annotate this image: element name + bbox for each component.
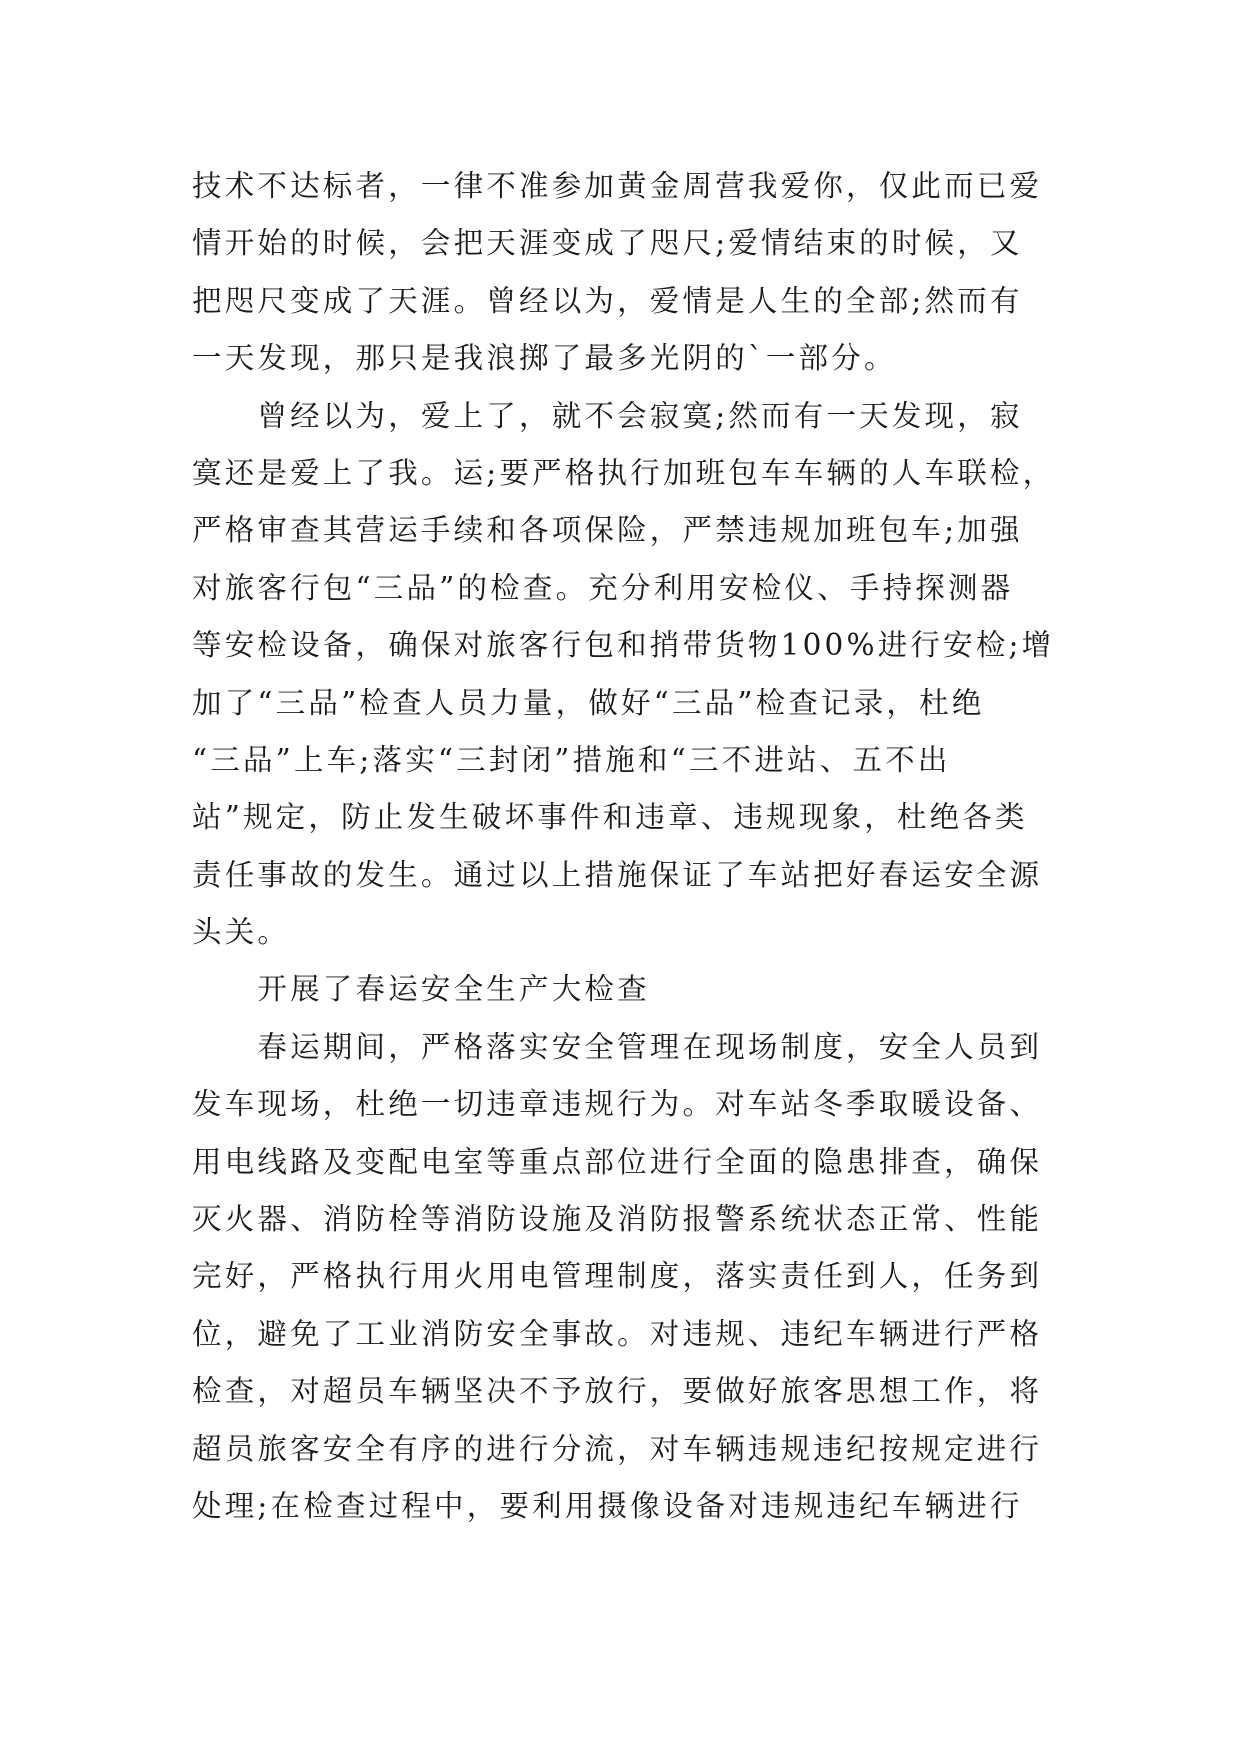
text-line: 站”规定，防止发生破坏事件和违章、违规现象，杜绝各类	[192, 800, 1028, 835]
text-line: 对旅客行包“三品”的检查。充分利用安检仪、手持探测器	[192, 570, 1014, 605]
text-line: 处理;在检查过程中，要利用摄像设备对违规违纪车辆进行	[192, 1488, 1023, 1523]
text-line: 情开始的时候，会把天涯变成了咫尺;爱情结束的时候，又	[192, 226, 1023, 261]
text-line: 曾经以为，爱上了，就不会寂寞;然而有一天发现，寂	[192, 398, 1023, 433]
text-line: 用电线路及变配电室等重点部位进行全面的隐患排查，确保	[192, 1144, 1043, 1179]
text-line: 发车现场，杜绝一切违章违规行为。对车站冬季取暖设备、	[192, 1087, 1043, 1122]
text-line: 头关。	[192, 915, 291, 950]
document-body	[192, 158, 1056, 1535]
text-line: 等安检设备，确保对旅客行包和捎带货物100%进行安检;增	[192, 628, 1055, 663]
text-line: 春运期间，严格落实安全管理在现场制度，安全人员到	[192, 1029, 1043, 1064]
text-line: 灭火器、消防栓等消防设施及消防报警系统状态正常、性能	[192, 1202, 1043, 1237]
text-line: 寞还是爱上了我。运;要严格执行加班包车车辆的人车联检，	[192, 455, 1056, 490]
text-line: 超员旅客安全有序的进行分流，对车辆违规违纪按规定进行	[192, 1431, 1043, 1466]
text-line: 位，避免了工业消防安全事故。对违规、违纪车辆进行严格	[192, 1316, 1043, 1351]
text-line: 把咫尺变成了天涯。曾经以为，爱情是人生的全部;然而有	[192, 283, 1023, 318]
text-line: 完好，严格执行用火用电管理制度，落实责任到人，任务到	[192, 1259, 1043, 1294]
text-line: 技术不达标者，一律不准参加黄金周营我爱你，仅此而已爱	[192, 169, 1043, 203]
text-line: 责任事故的发生。通过以上措施保证了车站把好春运安全源	[192, 857, 1043, 892]
text-line: 严格审查其营运手续和各项保险，严禁违规加班包车;加强	[192, 513, 1023, 548]
section-heading: 开展了春运安全生产大检查	[192, 972, 650, 1007]
text-line: 一天发现，那只是我浪掷了最多光阴的`一部分。	[192, 341, 897, 376]
text-line: “三品”上车;落实“三封闭”措施和“三不进站、五不出	[192, 742, 951, 777]
text-line: 检查，对超员车辆坚决不予放行，要做好旅客思想工作，将	[192, 1374, 1043, 1409]
text-line: 加了“三品”检查人员力量，做好“三品”检查记录，杜绝	[192, 685, 985, 720]
